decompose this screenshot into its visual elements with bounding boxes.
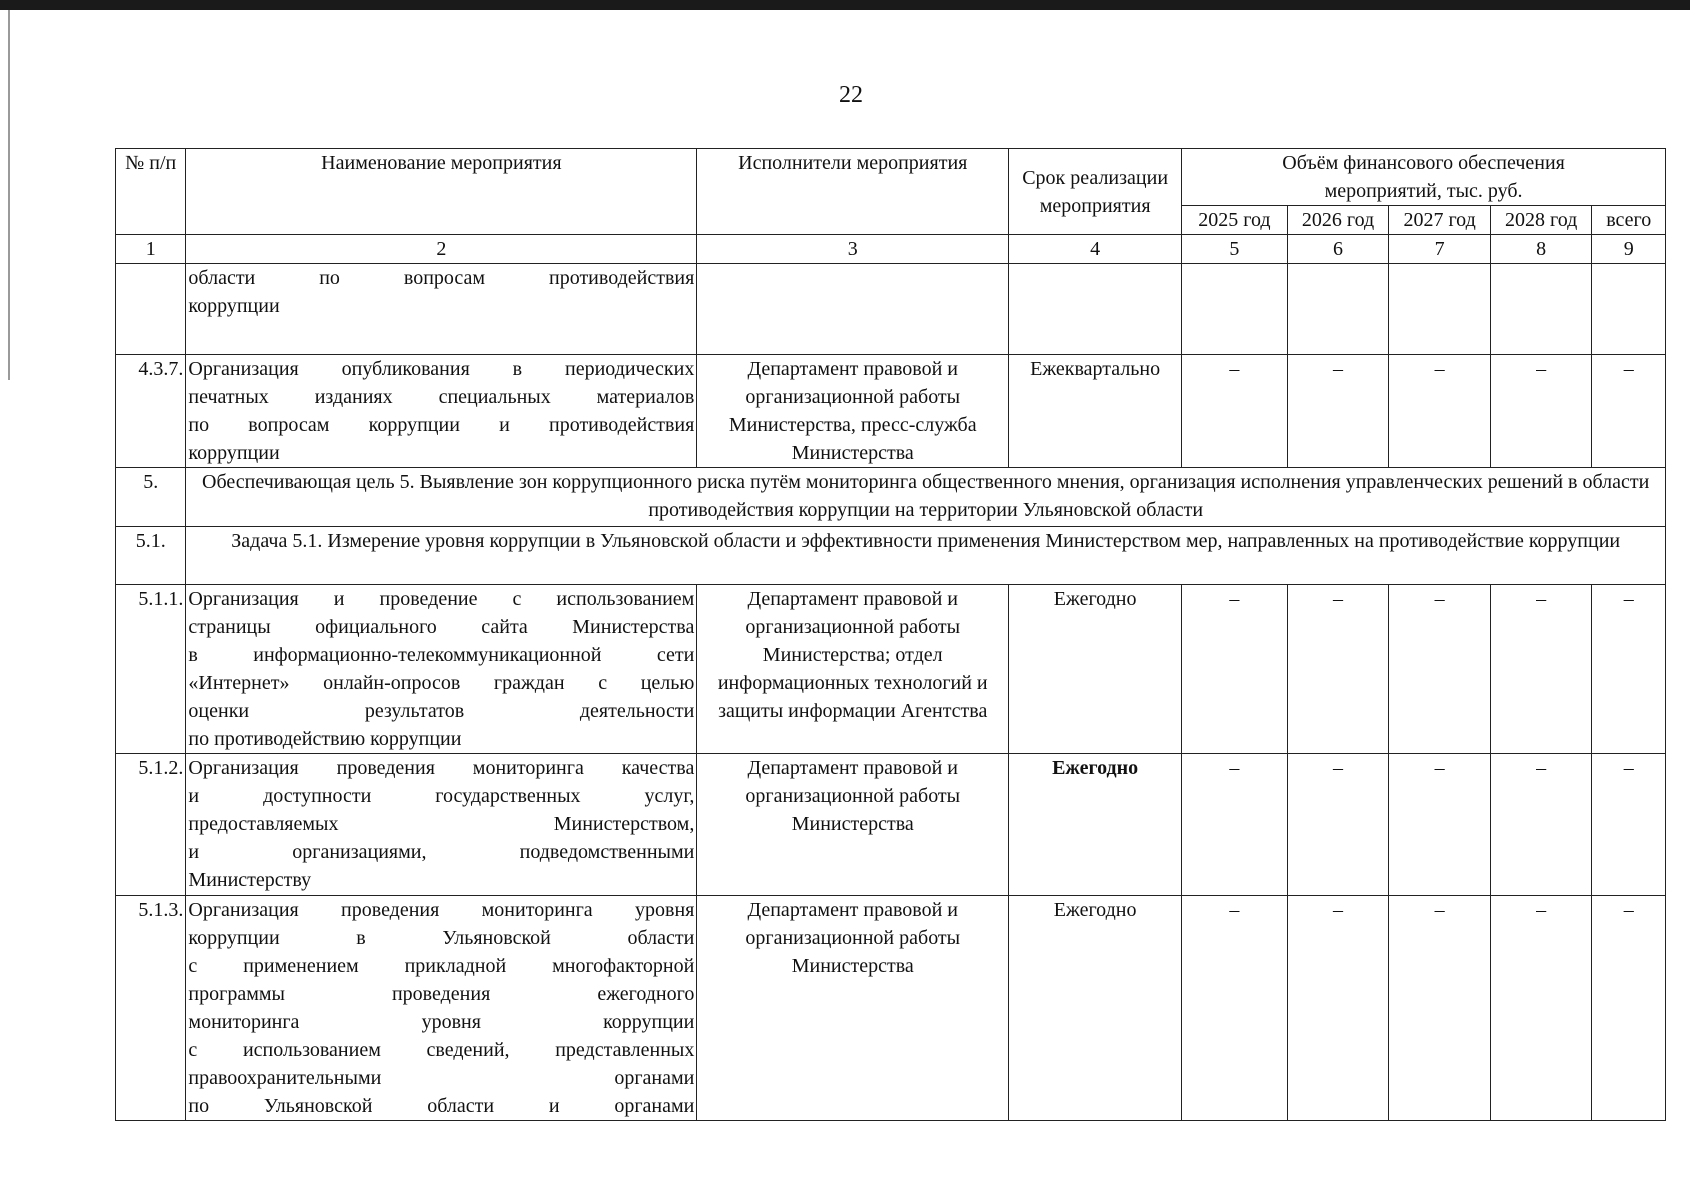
header-executors: Исполнители мероприятия [697,149,1009,235]
name-line: программы проведения ежегодного [188,983,695,1005]
row-num: 5.1.2. [116,754,186,896]
header-year-2028: 2028 год [1490,206,1592,235]
name-line: Организация и проведение с использованием [188,588,695,610]
value-total: – [1592,896,1666,1121]
value-2028: – [1490,896,1592,1121]
name-line: коррупции [188,442,280,464]
value-2025: – [1182,585,1288,754]
col-index: 9 [1592,235,1666,264]
name-line: по вопросам коррупции и противодействия [188,414,695,436]
name-line: Организация опубликования в периодических [188,358,695,380]
measures-table [115,148,1666,1121]
row-term [1009,264,1182,355]
row-term: Ежегодно [1009,585,1182,754]
row-num: 4.3.7. [116,355,186,468]
value-2026: – [1287,355,1389,468]
col-index: 8 [1490,235,1592,264]
name-line: оценки результатов деятельности [188,700,695,722]
value-total: – [1592,754,1666,896]
value-2027: – [1389,896,1491,1121]
header-row [116,149,1666,206]
row-name [186,264,697,355]
header-total: всего [1592,206,1666,235]
row-term: Ежегодно [1009,754,1182,896]
header-year-2025: 2025 год [1182,206,1288,235]
table-row [116,527,1666,585]
value-2028: – [1490,355,1592,468]
row-executors: Департамент правовой и организационной работы Министерства [697,896,1009,1121]
table-row [116,585,1666,754]
row-num: 5.1.3. [116,896,186,1121]
name-line: Организация проведения мониторинга уровня [188,899,695,921]
header-term: Срок реализации мероприятия [1009,149,1182,235]
value-2028: – [1490,585,1592,754]
row-name [186,754,697,896]
row-executors: Департамент правовой и организационной работы Министерства, пресс-служба Министерства [697,355,1009,468]
name-line: правоохранительными органами [188,1067,695,1089]
col-index: 4 [1009,235,1182,264]
table-row [116,355,1666,468]
col-index: 7 [1389,235,1491,264]
name-line: и доступности государственных услуг, [188,785,695,807]
header-finance: Объём финансового обеспечения мероприятий, тыс. руб. [1182,149,1666,206]
name-line: предоставляемых Министерством, [188,813,695,835]
row-num: 5. [116,468,186,527]
name-line: Организация проведения мониторинга качества [188,757,695,779]
name-line: в информационно-телекоммуникационной сети [188,644,695,666]
row-executors [697,264,1009,355]
col-index: 3 [697,235,1009,264]
name-line: страницы официального сайта Министерства [188,616,695,638]
row-term: Ежегодно [1009,896,1182,1121]
value-2027: – [1389,585,1491,754]
row-num: 5.1. [116,527,186,585]
value-2028: – [1490,754,1592,896]
value-2026: – [1287,754,1389,896]
table-row [116,468,1666,527]
value-total: – [1592,585,1666,754]
value-2026: – [1287,585,1389,754]
col-index: 1 [116,235,186,264]
value-2027: – [1389,754,1491,896]
table-row [116,896,1666,1121]
top-border-rule [0,0,1690,10]
value-2025: – [1182,754,1288,896]
name-line: по Ульяновской области и органами [188,1095,695,1117]
value-total: – [1592,355,1666,468]
value-2025: – [1182,355,1288,468]
col-index: 5 [1182,235,1288,264]
left-scan-edge [8,10,10,380]
name-line: с применением прикладной многофакторной [188,955,695,977]
row-name [186,355,697,468]
name-line: мониторинга уровня коррупции [188,1011,695,1033]
row-num: 5.1.1. [116,585,186,754]
header-year-2027: 2027 год [1389,206,1491,235]
value-2025: – [1182,896,1288,1121]
row-executors: Департамент правовой и организационной работы Министерства [697,754,1009,896]
name-line: по противодействию коррупции [188,728,462,750]
row-name [186,585,697,754]
value-2027: – [1389,355,1491,468]
row-executors: Департамент правовой и организационной работы Министерства; отдел информационных технологий и защиты информации Агентства [697,585,1009,754]
header-name: Наименование мероприятия [186,149,697,235]
name-line: коррупции [188,295,280,317]
goal-text: Обеспечивающая цель 5. Выявление зон коррупционного риска путём мониторинга общественного мнения, организация исполнения управленческих решений в области противодействия коррупции на территории Ульяновской области [186,468,1666,527]
name-line: с использованием сведений, представленных [188,1039,695,1061]
table-row [116,754,1666,896]
name-line: Министерству [188,869,312,891]
page-number: 22 [839,82,863,108]
table-row [116,264,1666,355]
value-2026: – [1287,896,1389,1121]
row-term: Ежеквартально [1009,355,1182,468]
col-index: 2 [186,235,697,264]
name-line: печатных изданиях специальных материалов [188,386,695,408]
header-year-2026: 2026 год [1287,206,1389,235]
row-num [116,264,186,355]
name-line: области по вопросам противодействия [188,267,695,289]
header-num: № п/п [116,149,186,235]
name-line: и организациями, подведомственными [188,841,695,863]
col-index: 6 [1287,235,1389,264]
name-line: коррупции в Ульяновской области [188,927,695,949]
task-text: Задача 5.1. Измерение уровня коррупции в Ульяновской области и эффективности применения Министерством мер, направленных на противодействие коррупции [186,527,1666,585]
row-name [186,896,697,1121]
column-index-row [116,235,1666,264]
name-line: «Интернет» онлайн-опросов граждан с целью [188,672,695,694]
